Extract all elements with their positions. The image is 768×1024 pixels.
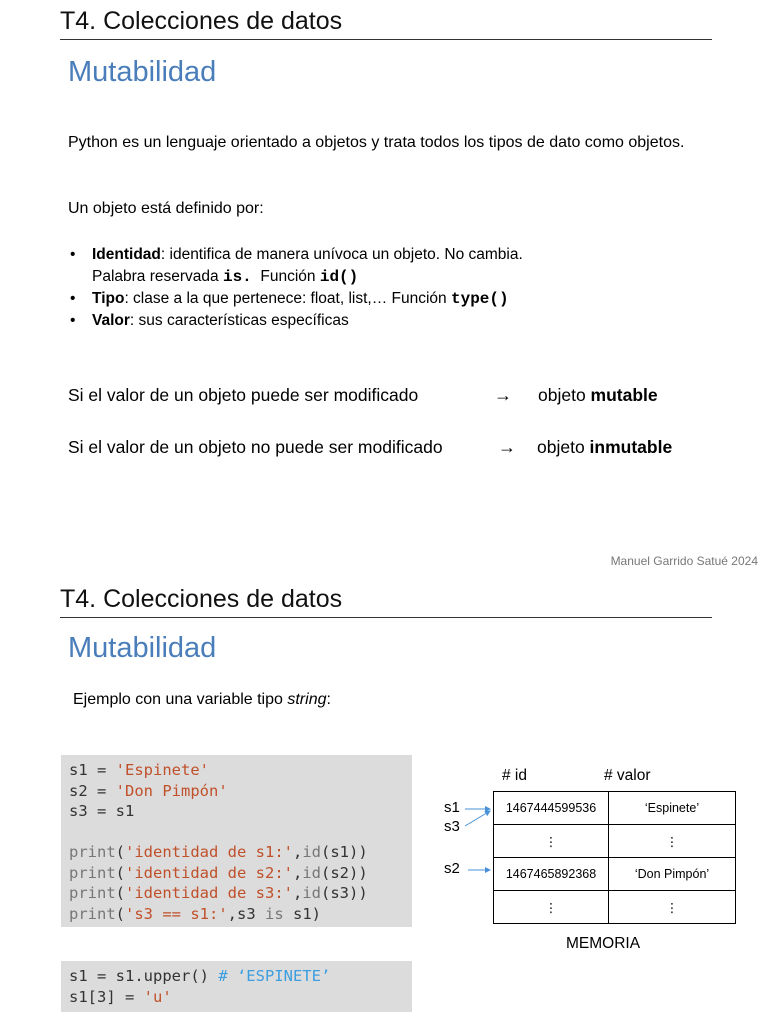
defined-by-text: Un objeto está definido por:: [68, 200, 264, 217]
slide-title: Mutabilidad: [68, 632, 217, 664]
list-item: • Tipo: clase a la que pertenece: float, list,… Función type(): [68, 288, 708, 310]
code-block-1: s1 = 'Espinete' s2 = 'Don Pimpón' s3 = s1 print('identidad de s1:',id(s1)) print('identidad de s2:',id(s2)) print('identidad de s3:',id(s3)) print('s3 == s1:',s3 is s1): [61, 755, 412, 927]
table-row: ⋮ ⋮: [494, 825, 736, 858]
slide-header: T4. Colecciones de datos: [60, 584, 712, 618]
slide-title: Mutabilidad: [68, 56, 217, 88]
intro-paragraph: Python es un lenguaje orientado a objetos y trata todos los tipos de dato como objetos.: [68, 134, 685, 151]
list-item: • Valor: sus características específicas: [68, 310, 708, 332]
memory-caption: MEMORIA: [566, 935, 641, 952]
list-item: • Identidad: identifica de manera unívoca un objeto. No cambia. Palabra reservada is. Función id(): [68, 244, 708, 288]
memory-id-header: # id: [502, 767, 527, 784]
slide-header: T4. Colecciones de datos: [60, 6, 712, 40]
immutable-result: objeto inmutable: [537, 437, 673, 457]
variable-label-s1: s1: [444, 799, 460, 816]
variable-label-s2: s2: [444, 860, 460, 877]
object-properties-list: [68, 244, 708, 332]
code-block-2: s1 = s1.upper() # ‘ESPINETE’ s1[3] = 'u': [61, 961, 412, 1012]
arrow-icon: [465, 811, 490, 826]
example-intro: Ejemplo con una variable tipo string:: [73, 691, 331, 708]
footer-author: Manuel Garrido Satué 2024: [610, 554, 758, 568]
immutable-condition: Si el valor de un objeto no puede ser modificado: [68, 437, 443, 457]
variable-label-s3: s3: [444, 818, 460, 835]
pointer-arrows: [460, 798, 496, 878]
right-arrow-icon: →: [494, 385, 512, 405]
table-row: 1467444599536 ‘Espinete’: [494, 792, 736, 825]
memory-value-header: # valor: [604, 767, 651, 784]
slide-2: [0, 578, 768, 1024]
mutable-condition: Si el valor de un objeto puede ser modificado: [68, 385, 419, 405]
mutable-result: objeto mutable: [538, 385, 658, 405]
memory-table: [493, 791, 736, 924]
table-row: 1467465892368 ‘Don Pimpón’: [494, 858, 736, 891]
table-row: ⋮ ⋮: [494, 891, 736, 924]
right-arrow-icon: →: [498, 437, 516, 457]
